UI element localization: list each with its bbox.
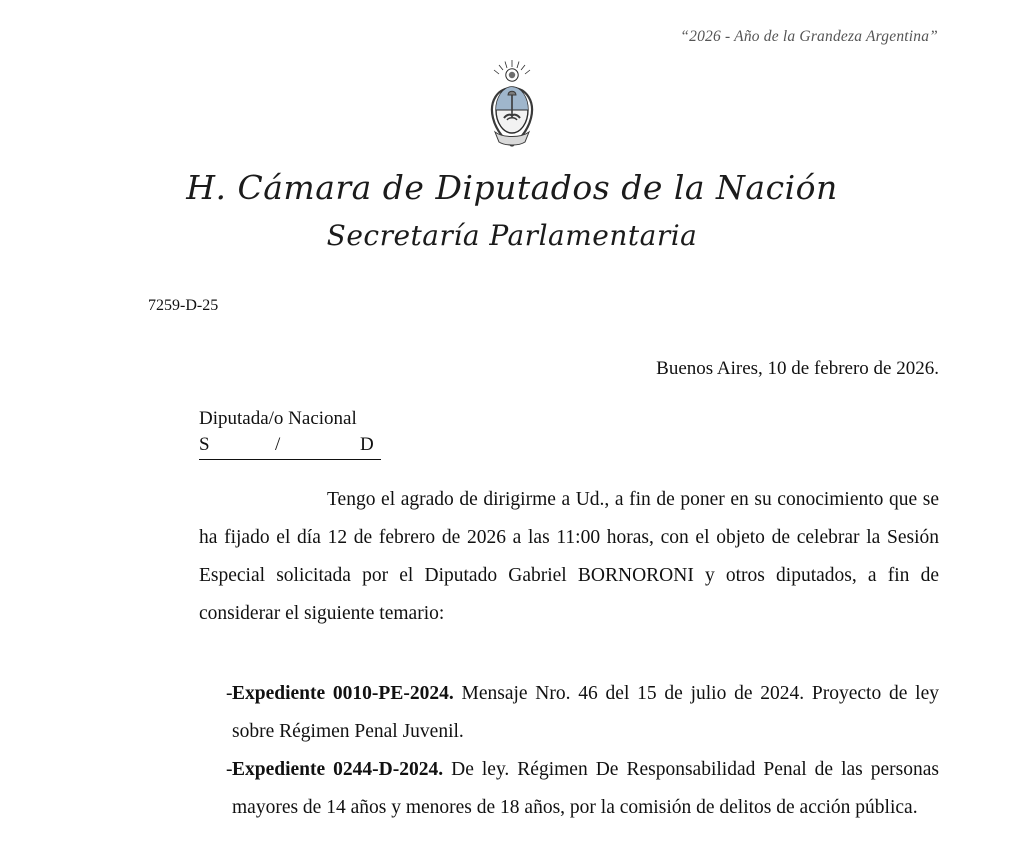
addressee-d: D <box>360 434 374 455</box>
page-motto: “2026 - Año de la Grandeza Argentina” <box>680 28 938 45</box>
list-item-label: Expediente 0010-PE-2024. <box>232 683 454 704</box>
addressee-s: S <box>199 434 210 455</box>
agenda-list <box>199 675 939 827</box>
list-item-label: Expediente 0244-D-2024. <box>232 759 444 780</box>
letterhead <box>0 168 1024 252</box>
institution-department: Secretaría Parlamentaria <box>326 219 698 252</box>
argentina-coat-of-arms-icon <box>481 58 543 154</box>
body-paragraph <box>199 481 939 633</box>
place-and-date: Buenos Aires, 10 de febrero de 2026. <box>656 358 939 379</box>
addressee-title: Diputada/o Nacional <box>199 408 357 429</box>
list-item-body <box>232 751 939 827</box>
addressee-slash: / <box>275 434 281 455</box>
institution-name: H. Cámara de Diputados de la Nación <box>186 168 838 207</box>
body-paragraph-text: Tengo el agrado de dirigirme a Ud., a fin de poner en su conocimiento que se ha fijado el día 12 de febrero de 2026 a las 11:00 horas, con el objeto de celebrar la Sesión Especial solicitada por el Diputado Gabriel BORNORONI y otros diputados, a fin de considerar el siguiente temario: <box>199 489 939 624</box>
list-item <box>199 751 939 827</box>
list-item-text: Mensaje Nro. 46 del 15 de julio de 2024. Proyecto de ley sobre Régimen Penal Juvenil. <box>232 683 939 742</box>
list-item-text: De ley. Régimen De Responsabilidad Penal de las personas mayores de 14 años y menores de 18 años, por la comisión de delitos de acción pública. <box>232 759 939 818</box>
list-item-bullet: - <box>226 759 233 780</box>
file-number: 7259-D-25 <box>148 297 219 314</box>
coat-of-arms-container <box>0 58 1024 154</box>
list-item-body <box>232 675 939 751</box>
list-item-bullet: - <box>226 683 233 704</box>
addressee-salutation-line <box>199 434 381 460</box>
addressee-block <box>199 408 381 466</box>
list-item <box>199 675 939 751</box>
